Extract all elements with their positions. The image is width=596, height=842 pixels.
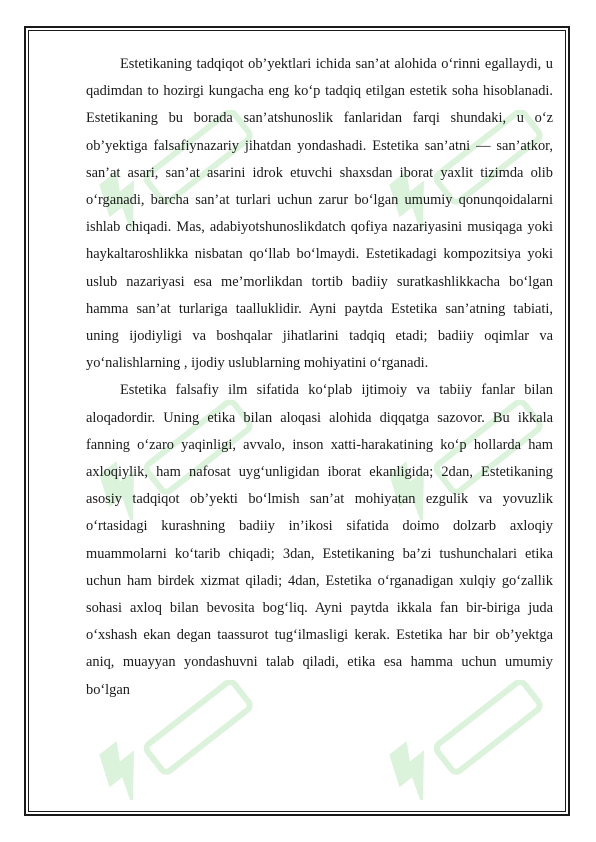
document-body [86, 51, 553, 704]
paragraph-art-aesthetics: Estetikaning tadqiqot ob’yektlari ichida san’at alohida o‘rinni egallaydi, u qadimdan to hozirgi kungacha eng ko‘p tadqiq etilgan estetik soha hisoblanadi. Estetikaning bu borada san’atshunoslik fanlaridan farqi shundaki, u o‘z ob’yektiga falsafiynazariy jihatdan yondashadi. Estetika san’atni — san’atkor, san’at asari, san’at asarini idrok etuvchi shaxsdan iborat yaxlit tizimda olib o‘rganadi, barcha san’at turlari uchun zarur bo‘lgan umumiy qonunqoidalarni ishlab chiqadi. Mas, adabiyotshunoslikdatch qofiya nazariyasini musiqaga yoki haykaltaroshlikka nisbatan qo‘llab bo‘lmaydi. Estetikadagi kompozitsiya yoki uslub nazariyasi esa me’morlikdan tortib badiiy suratkashlikkacha bo‘lgan hamma san’at turlariga taalluklidir. Ayni paytda Estetika san’atning tabiati, uning ijodiyligi va boshqalar jihatlarini tadqiq etadi; badiiy oqimlar va yo‘nalishlarning , ijodiy uslublarning mohiyatini o‘rganadi. [86, 56, 553, 372]
paragraph-aesthetics-ethics: Estetika falsafiy ilm sifatida ko‘plab ijtimoiy va tabiiy fanlar bilan aloqadordir. Uning etika bilan aloqasi alohida diqqatga sazovor. Bu ikkala fanning o‘zaro yaqinligi, avvalo, inson xatti-harakatining ko‘p hollarda ham axloqiylik, ham nafosat uyg‘unligidan iborat ekanligida; 2dan, Estetikaning asosiy tadqiqot ob’yekti bo‘lmish san’at mohiyatan ezgulik va yovuzlik o‘rtasidagi kurashning badiiy in’ikosi sifatida doimo dolzarb axloqiy muammolarni ko‘tarib chiqadi; 3dan, Estetikaning ba’zi tushunchalari etika uchun ham birdek xizmat qiladi; 4dan, Estetika o‘rganadigan xulqiy go‘zallik sohasi axloq bilan bevosita bog‘liq. Ayni paytda ikkala fan bir-biriga juda o‘xshash ekan degan taassurot tug‘ilmasligi kerak. Estetika har bir ob’yektga aniq, muayyan yondashuvni talab qiladi, etika esa hamma uchun umumiy bo‘lgan [86, 382, 553, 698]
